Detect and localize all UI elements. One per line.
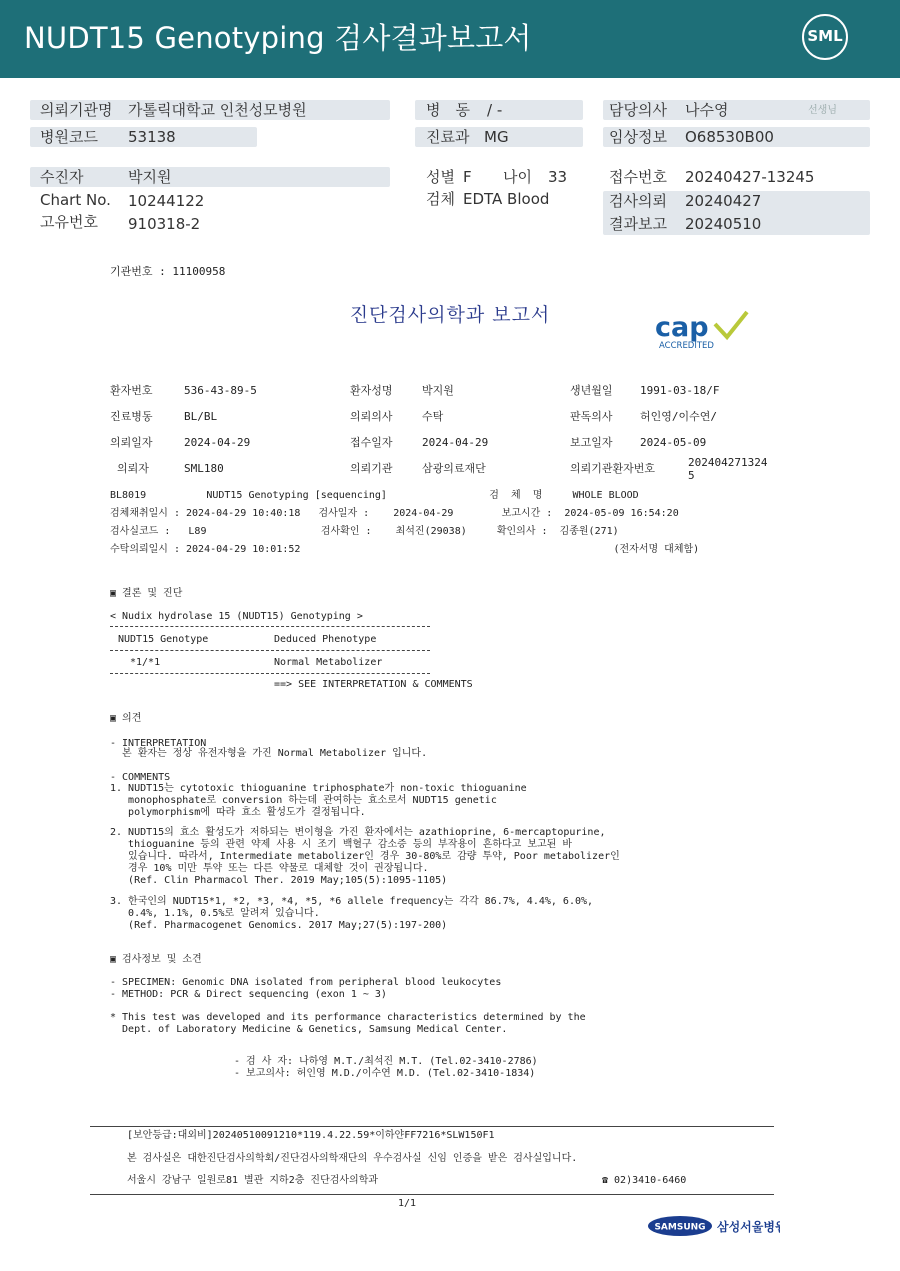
sml-logo: [802, 14, 848, 60]
samsung-hospital-logo: [648, 1214, 780, 1242]
grid-patient-name-value: 박지원: [422, 384, 454, 397]
grid-req-inst-label: 의뢰기관: [350, 462, 393, 475]
receipt-value: 20240427-13245: [685, 168, 815, 186]
req-inst-value: 가톨릭대학교 인천성모병원: [128, 101, 307, 119]
page-number: 1/1: [398, 1198, 417, 1209]
opinion-section-title: ▣ 의견: [110, 713, 142, 724]
meta-line-3: 검사실코드 : L89 검사확인 : 최석진(29038) 확인의사 : 김종원(271): [110, 526, 619, 537]
see-interpretation-note: ==> SEE INTERPRETATION & COMMENTS: [274, 679, 473, 690]
cap-accredited-text: ACCREDITED: [659, 341, 714, 351]
certification-line: 본 검사실은 대한진단검사의학회/진단검사의학재단의 우수검사실 신임 인증을 받은 검사실입니다.: [127, 1153, 578, 1164]
grid-req-date-label: 의뢰일자: [110, 436, 153, 449]
specimen-label: 검체: [426, 190, 455, 208]
dept-value: MG: [484, 128, 509, 146]
hosp-code-value: 53138: [128, 128, 176, 146]
grid-report-date-value: 2024-05-09: [640, 436, 707, 449]
patient-label: 수진자: [40, 168, 84, 186]
genotype-col2-header: Deduced Phenotype: [274, 634, 377, 645]
sex-label: 성별: [426, 168, 455, 186]
grid-req-inst-value: 삼광의료재단: [422, 462, 486, 475]
report-header: [0, 0, 900, 78]
samsung-logo-text: SAMSUNG: [654, 1222, 706, 1233]
chart-value: 10244122: [128, 192, 205, 210]
meta-line-2: 검체채취일시 : 2024-04-29 10:40:18 검사일자 : 2024-04-29 보고시간 : 2024-05-09 16:54:20: [110, 508, 679, 519]
hosp-code-label: 병원코드: [40, 128, 98, 146]
grid-req-doctor-label: 의뢰의사: [350, 410, 393, 423]
sml-logo-text: SML: [807, 27, 843, 45]
footer-top-rule: [90, 1126, 774, 1127]
method-line: - METHOD: PCR & Direct sequencing (exon 1 ~ 3): [110, 989, 387, 1000]
grid-req-doctor-value: 수탁: [422, 410, 444, 423]
cap-accredited-logo: [655, 310, 751, 356]
uid-label: 고유번호: [40, 213, 98, 231]
examiners: - 검 사 자: 나하영 M.T./최석진 M.T. (Tel.02-3410-2786) - 보고의사: 허인영 M.D./이수연 M.D. (Tel.02-3410-1834): [234, 1056, 538, 1079]
genotype-col1-header: NUDT15 Genotype: [118, 634, 209, 645]
grid-reading-doctor-value: 허인영/이수연/: [640, 410, 718, 423]
dept-label: 진료과: [426, 128, 470, 146]
patient-box: [30, 167, 390, 187]
institution-number: 기관번호 : 11100958: [110, 265, 226, 278]
comment-1: 1. NUDT15는 cytotoxic thioguanine triphosphate가 non-toxic thioguanine monophosphate로 conversion 하는데 관여하는 효소로서 NUDT15 genetic polymorphism에 따라 효소 활성도가 결정됩니다.: [110, 783, 527, 818]
comments-heading: - COMMENTS: [110, 772, 171, 783]
grid-requester-label: 의뢰자: [117, 462, 149, 475]
hospital-name: 삼성서울병원: [717, 1220, 780, 1234]
phone-line: ☎ 02)3410-6460: [602, 1175, 687, 1186]
grid-receipt-date-label: 접수일자: [350, 436, 393, 449]
meta-line-4: 수탁의뢰일시 : 2024-04-29 10:01:52 (전자서명 대체함): [110, 544, 700, 555]
grid-patient-no-value: 536-43-89-5: [184, 384, 257, 397]
chart-label: Chart No.: [40, 191, 111, 209]
comment-2: 2. NUDT15의 효소 활성도가 저하되는 변이형을 가진 환자에서는 azathioprine, 6-mercaptopurine, thioguanine 등의 관련 약제 사용 시 조기 백혈구 감소증 등의 부작용이 흔하다고 보고된 바 있습니다. 따라서, Intermediate metabolizer인 경우 30-80%로 감량 투약, Poor metabolizer인 경우 10% 미만 투약 또는 다른 약물로 대체할 것이 권장됩니다. (Ref. Clin Pharmacol Ther. 2019 May;105(5):1095-1105): [110, 827, 620, 886]
grid-inst-patient-no-label: 의뢰기관환자번호: [570, 462, 656, 475]
age-label: 나이: [503, 168, 532, 186]
footer-bottom-rule: [90, 1194, 774, 1195]
genotype-table-bottom-rule: [110, 673, 430, 674]
conclusion-section-title: ▣ 결론 및 진단: [110, 588, 183, 599]
grid-ward-label: 진료병동: [110, 410, 153, 423]
ward-value: / -: [487, 101, 503, 119]
grid-reading-doctor-label: 판독의사: [570, 410, 613, 423]
sex-value: F: [463, 168, 472, 186]
address-line: 서울시 강남구 일원로81 별관 지하2층 진단검사의학과: [127, 1175, 379, 1186]
doctor-suffix: 선생님: [808, 105, 837, 116]
grid-birth-value: 1991-03-18/F: [640, 384, 720, 397]
ward-label: 병 동: [426, 101, 470, 119]
result-value: 20240510: [685, 215, 762, 233]
grid-birth-label: 생년월일: [570, 384, 613, 397]
test-info-section-title: ▣ 검사정보 및 소견: [110, 954, 202, 965]
genotype-title: < Nudix hydrolase 15 (NUDT15) Genotyping >: [110, 611, 363, 622]
genotype-table-top-rule: [110, 626, 430, 627]
grid-req-date-value: 2024-04-29: [184, 436, 251, 449]
req-inst-label: 의뢰기관명: [40, 101, 113, 119]
grid-patient-name-label: 환자성명: [350, 384, 393, 397]
genotype-value: *1/*1: [130, 657, 161, 668]
cap-logo-text: cap: [655, 312, 709, 343]
grid-inst-patient-no-value-2: 5: [688, 469, 695, 482]
genotype-header-rule: [110, 650, 430, 651]
test-req-value: 20240427: [685, 192, 762, 210]
grid-ward-value: BL/BL: [184, 410, 218, 423]
security-line: [보안등급:대외비]20240510091210*119.4.22.59*이하얀FF7216*SLW150F1: [127, 1130, 495, 1141]
grid-report-date-label: 보고일자: [570, 436, 613, 449]
document-subtitle: 진단검사의학과 보고서: [349, 304, 551, 326]
clinical-value: O68530B00: [685, 128, 774, 146]
grid-patient-no-label: 환자번호: [110, 384, 153, 397]
interpretation-heading: - INTERPRETATION: [110, 738, 207, 749]
grid-inst-patient-no-value-1: 202404271324: [688, 456, 768, 469]
comment-3: 3. 한국인의 NUDT15*1, *2, *3, *4, *5, *6 allele frequency는 각각 86.7%, 4.4%, 6.0%, 0.4%, 1.1%, 0.5%로 알려져 있습니다. (Ref. Pharmacogenet Genomics. 2017 May;27(5):197-200): [110, 896, 594, 931]
doctor-value: 나수영: [685, 101, 729, 119]
report-title: NUDT15 Genotyping 검사결과보고서: [24, 21, 532, 55]
receipt-label: 접수번호: [609, 168, 667, 186]
disclaimer: * This test was developed and its performance characteristics determined by the Dept. of Laboratory Medicine & Genetics, Samsung Medical Center.: [110, 1012, 586, 1035]
meta-line-1: BL8019 NUDT15 Genotyping [sequencing] 검 체 명 WHOLE BLOOD: [110, 490, 639, 501]
specimen-line: - SPECIMEN: Genomic DNA isolated from peripheral blood leukocytes: [110, 977, 502, 988]
interpretation-body: 본 환자는 정상 유전자형을 가진 Normal Metabolizer 입니다.: [110, 748, 428, 759]
specimen-value: EDTA Blood: [463, 190, 550, 208]
clinical-label: 임상정보: [609, 128, 667, 146]
result-label: 결과보고: [609, 215, 667, 233]
grid-receipt-date-value: 2024-04-29: [422, 436, 489, 449]
phenotype-value: Normal Metabolizer: [274, 657, 383, 668]
age-value: 33: [548, 168, 568, 186]
test-req-label: 검사의뢰: [609, 192, 667, 210]
patient-value: 박지원: [128, 168, 172, 186]
grid-requester-value: SML180: [184, 462, 224, 475]
doctor-label: 담당의사: [609, 101, 667, 119]
uid-value: 910318-2: [128, 215, 201, 233]
